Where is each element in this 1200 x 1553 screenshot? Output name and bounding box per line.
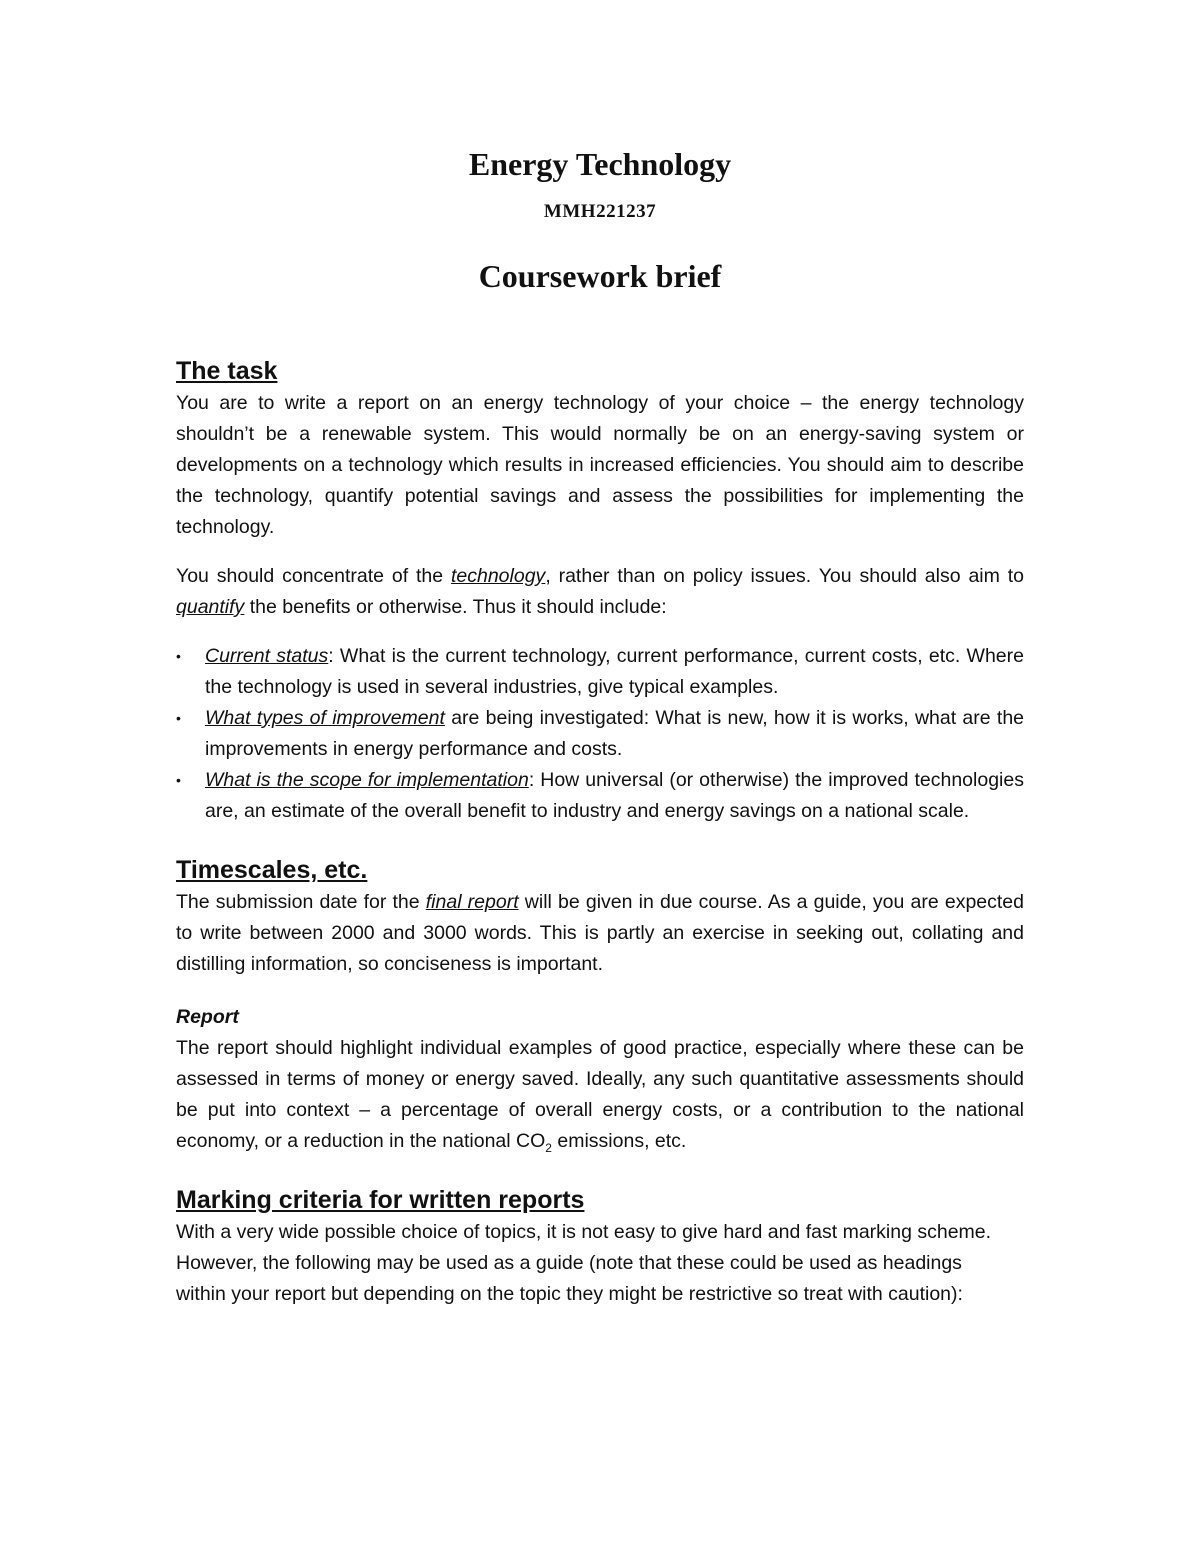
task-paragraph-2-part-b: , rather than on policy issues. You should also aim to: [545, 565, 1024, 587]
task-bullet-list: [176, 641, 1024, 827]
bullet-text: : What is the current technology, current performance, current costs, etc. Where the technology is used in several industries, give typical examples.: [205, 645, 1024, 698]
bullet-icon: •: [176, 772, 181, 788]
section-the-task: [176, 354, 1024, 827]
bullet-text: : How universal (or otherwise) the improved technologies are, an estimate of the overall benefit to industry and energy savings on a national scale.: [205, 769, 1024, 822]
task-paragraph-2-part-c: the benefits or otherwise. Thus it should include:: [244, 596, 667, 618]
timescales-paragraph: [176, 887, 1024, 980]
emphasis-quantify: quantify: [176, 596, 245, 618]
module-code: MMH221237: [543, 201, 657, 222]
document-body: [176, 354, 1024, 1310]
bullet-emphasis: What types of improvement: [205, 707, 445, 729]
marking-paragraph: With a very wide possible choice of topics, it is not easy to give hard and fast marking scheme. However, the following may be used as a guide (note that these could be used as headings within your report but depending on the topic they might be restrictive so treat with caution):: [176, 1221, 992, 1305]
subsection-heading-report: Report: [176, 1006, 239, 1028]
timescales-paragraph-part-b: will be given in due course. As a guide, you are expected to write between 2000 and 3000 words. This is partly an exercise in seeking out, collating and distilling information, so conciseness is important.: [176, 891, 1024, 975]
emphasis-final-report: final report: [425, 891, 519, 913]
bullet-text: are being investigated: What is new, how it is works, what are the improvements in energy performance and costs.: [205, 707, 1025, 760]
timescales-paragraph-part-a: The submission date for the: [176, 891, 426, 913]
task-paragraph-2-part-a: You should concentrate of the: [176, 565, 451, 587]
bullet-emphasis: What is the scope for implementation: [205, 769, 529, 791]
report-paragraph-part-b: emissions, etc.: [551, 1130, 687, 1152]
section-marking-criteria: [176, 1183, 1024, 1310]
bullet-emphasis: Current status: [205, 645, 329, 667]
section-heading-the-task: The task: [176, 357, 278, 385]
document-subtitle: Coursework brief: [478, 258, 722, 294]
section-report: [176, 1002, 1024, 1157]
list-item: [176, 703, 1024, 765]
report-paragraph-part-a: The report should highlight individual examples of good practice, especially where these can be assessed in terms of money or energy saved. Ideally, any such quantitative assessments should be put into context – a percentage of overall energy costs, or a contribution to the national economy, or a reduction in the national CO: [176, 1037, 1024, 1152]
task-paragraph-2: [176, 561, 1024, 623]
section-heading-timescales: Timescales, etc.: [176, 856, 368, 884]
list-item: [176, 765, 1024, 827]
report-paragraph: [176, 1033, 1024, 1157]
bullet-icon: •: [176, 710, 181, 726]
emphasis-technology: technology: [450, 565, 546, 587]
section-timescales: [176, 853, 1024, 980]
bullet-icon: •: [176, 648, 181, 664]
document-title: Energy Technology: [468, 146, 732, 182]
section-heading-marking-criteria: Marking criteria for written reports: [176, 1186, 585, 1214]
subscript-2: 2: [545, 1140, 552, 1155]
task-paragraph-1: You are to write a report on an energy technology of your choice – the energy technology shouldn’t be a renewable system. This would normally be on an energy-saving system or developments on a technology which results in increased efficiencies. You should aim to describe the technology, quantify potential savings and assess the possibilities for implementing the technology.: [176, 392, 1024, 538]
list-item: [176, 641, 1024, 703]
